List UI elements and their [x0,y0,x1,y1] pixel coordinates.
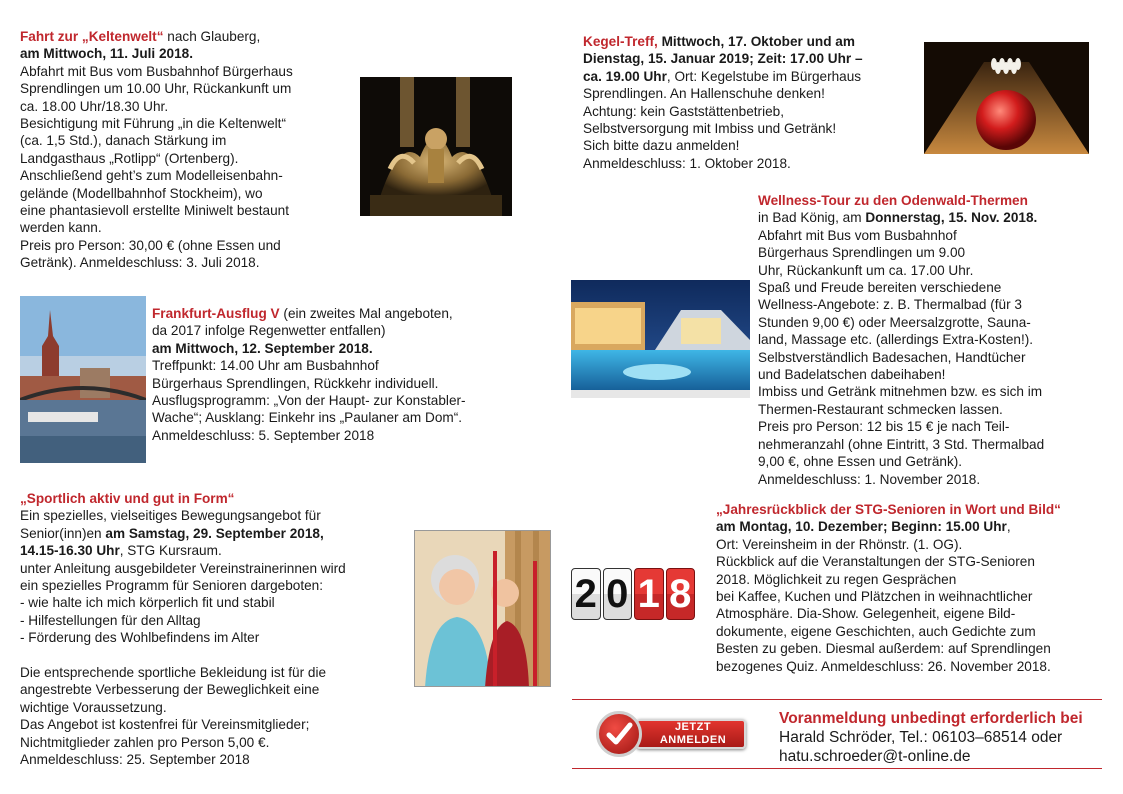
text-line: Spaß und Freude bereiten verschiedene [758,280,1002,296]
text-line: gelände (Modellbahnhof Stockheim), wo [20,185,263,201]
text-line: Atmosphäre. Dia-Show. Gelegenheit, eigene Bild- [716,606,1016,622]
text-line: angestrebte Verbesserung der Beweglichkeit eine [20,682,320,698]
text-line: Sprendlingen. An Hallenschuhe denken! [583,86,825,102]
wellness-section: Wellness-Tour zu den Odenwald-Thermen in Bad König, am Donnerstag, 15. Nov. 2018. Abfahrt mit Bus vom Busbahnhof Bürgerhaus Sprendlingen um 9.00 Uhr, Rückankunft um ca. 17.00 Uhr. Spaß und Freude bereiten verschiedene Wellness-Angebote: z. B. Thermalbad (für 3 Stunden 9,00 €) oder Meersalzgrotte, Sauna- land, Massage etc. (allerdings Extra-Kosten!). Selbstverständlich Badesachen, Handtücher und Badelatschen dabeihaben! Imbiss und Getränk mitnehmen bzw. es sich im Thermen-Restaurant schmecken lassen. Preis pro Person: 12 bis 15 € je nach Teil- nehmeranzahl (ohne Eintritt, 3 Std. Thermalbad 9,00 €, ohne Essen und Getränk). Anmeldeschluss: 1. November 2018. [758,192,1103,488]
year-2018-graphic [571,568,695,620]
jahres-body [716,536,1111,675]
wellness-body [758,227,1103,488]
celtic-figure-image [360,77,512,216]
text-line: Achtung: kein Gaststättenbetrieb, [583,103,785,119]
text-line: Ausflugsprogramm: „Von der Haupt- zur Konstabler- [152,393,466,409]
text-line: eine phantasievoll erstellte Miniwelt bestaunt [20,203,290,219]
text-line: Landgasthaus „Rotlipp“ (Ortenberg). [20,150,239,166]
frankfurt-date: am Mittwoch, 12. September 2018. [152,340,373,356]
text-line: Treffpunkt: 14.00 Uhr am Busbahnhof [152,358,379,374]
frankfurt-skyline-image [20,296,146,463]
text-line: - Hilfestellungen für den Alltag [20,612,201,628]
sport-title: „Sportlich aktiv und gut in Form“ [20,491,235,506]
text-line: nehmeranzahl (ohne Eintritt, 3 Std. Thermalbad [758,436,1045,452]
text-line: Ort: Vereinsheim in der Rhönstr. (1. OG). [716,536,963,552]
register-now-button[interactable] [596,711,748,757]
text-line: Abfahrt mit Bus vom Busbahnhof Bürgerhaus [20,63,293,79]
register-label-2: ANMELDEN [659,734,727,746]
sport-date: am Samstag, 29. September 2018, [105,525,324,541]
year-digit: 0 [603,568,633,620]
text-line: Uhr, Rückankunft um ca. 17.00 Uhr. [758,262,974,278]
text-line: Rückblick auf die Veranstaltungen der STG-Senioren [716,554,1035,570]
text-line: Besichtigung mit Führung „in die Keltenwelt“ [20,116,286,132]
contact-email-link[interactable]: hatu.schroeder@t-online.de [779,748,971,765]
divider-bottom [572,768,1102,769]
text-line: - Förderung des Wohlbefindens im Alter [20,630,260,646]
text-line: Sprendlingen um 10.00 Uhr, Rückankunft um [20,81,292,97]
text-line: Das Angebot ist kostenfrei für Vereinsmitglieder; [20,717,310,733]
contact-section [779,709,1109,766]
wellness-title: Wellness-Tour zu den Odenwald-Thermen [758,193,1028,208]
jahres-title: „Jahresrückblick der STG-Senioren in Wort und Bild“ [716,502,1061,517]
text-line: 2018. Möglichkeit zu regen Gesprächen [716,571,957,587]
text-line: Stunden 9,00 €) oder Meersalzgrotte, Sauna- [758,314,1031,330]
text-line: werden kann. [20,220,102,236]
contact-headline: Voranmeldung unbedingt erforderlich bei [779,710,1083,727]
keltenwelt-title: Fahrt zur „Keltenwelt“ [20,29,164,44]
text-line: Anmeldeschluss: 1. Oktober 2018. [583,155,791,171]
sport-section: „Sportlich aktiv und gut in Form“ Ein spezielles, vielseitiges Bewegungsangebot für Senior(inn)en am Samstag, 29. September 2018, 14.15-16.30 Uhr, STG Kursraum. unter Anleitung ausgebildeter Vereinstrainerinnen wird ein spezielles Programm für Senioren dargeboten: - wie halte ich mich körperlich fit und stabil - Hilfestellungen für den Alltag - Förderung des Wohlbefindens im Alter Die entsprechende sportliche Bekleidung ist für die angestrebte Verbesserung der Beweglichkeit eine wichtige Voraussetzung. Das Angebot ist kostenfrei für Vereinsmitglieder; Nichtmitglieder zahlen pro Person 5,00 €. Anmeldeschluss: 25. September 2018 [20,490,415,768]
text-line: (ca. 1,5 Std.), danach Stärkung im [20,133,227,149]
seniors-fitness-image [414,530,551,687]
text-line: Thermen-Restaurant schmecken lassen. [758,401,1003,417]
text-line: Preis pro Person: 12 bis 15 € je nach Teil- [758,419,1010,435]
text-line: Selbstversorgung mit Imbiss und Getränk! [583,121,837,137]
text-line: land, Massage etc. (allerdings Extra-Kosten!). [758,332,1034,348]
text-line: Wellness-Angebote: z. B. Thermalbad (für 3 [758,297,1022,313]
year-digit: 1 [634,568,664,620]
text-line: 9,00 €, ohne Essen und Getränk). [758,454,963,470]
text-line: Anmeldeschluss: 25. September 2018 [20,752,250,768]
text-line: bezogenes Quiz. Anmeldeschluss: 26. November 2018. [716,658,1051,674]
text-line: Anmeldeschluss: 1. November 2018. [758,471,981,487]
text-line: Imbiss und Getränk mitnehmen bzw. es sich im [758,384,1043,400]
jahres-date: am Montag, 10. Dezember; Beginn: 15.00 Uhr [716,519,1007,535]
checkmark-icon [596,711,642,757]
divider-top [572,699,1102,700]
keltenwelt-date: am Mittwoch, 11. Juli 2018. [20,46,194,62]
text-line: bei Kaffee, Kuchen und Plätzchen in weihnachtlicher [716,589,1033,605]
register-label-1: JETZT [674,721,712,733]
text-line: Bürgerhaus Sprendlingen, Rückkehr individuell. [152,375,439,391]
text-line: Getränk). Anmeldeschluss: 3. Juli 2018. [20,255,260,271]
text-line: Wache“; Ausklang: Einkehr ins „Paulaner am Dom“. [152,410,463,426]
keltenwelt-body [20,63,350,272]
text-line: unter Anleitung ausgebildeter Vereinstrainerinnen wird [20,560,346,576]
frankfurt-body [152,357,532,444]
thermal-bath-image [571,280,750,398]
jahres-section: „Jahresrückblick der STG-Senioren in Wort und Bild“ am Montag, 10. Dezember; Beginn: 15.00 Uhr, Ort: Vereinsheim in der Rhönstr. (1. OG). Rückblick auf die Veranstaltungen der STG-Senioren 2018. Möglichkeit zu regen Gesprächen bei Kaffee, Kuchen und Plätzchen in weihnachtlicher Atmosphäre. Dia-Show. Gelegenheit, eigene Bild- dokumente, eigene Geschichten, auch Gedichte zum Besten zu geben. Diesmal außerdem: auf Sprendlingen bezogenes Quiz. Anmeldeschluss: 26. November 2018. [716,501,1111,675]
text-line: ca. 18.00 Uhr/18.30 Uhr. [20,98,169,114]
text-line: Die entsprechende sportliche Bekleidung ist für die [20,665,327,681]
text-line: Abfahrt mit Bus vom Busbahnhof [758,227,957,243]
text-line: dokumente, eigene Geschichten, auch Gedichte zum [716,623,1036,639]
sport-body [20,560,415,647]
text-line: Nichtmitglieder zahlen pro Person 5,00 €. [20,734,270,750]
kegel-section: Kegel-Treff, Mittwoch, 17. Oktober und am Dienstag, 15. Januar 2019; Zeit: 17.00 Uhr – ca. 19.00 Uhr, Ort: Kegelstube im Bürgerhaus Sprendlingen. An Hallenschuhe denken! Achtung: kein Gaststättenbetrieb, Selbstversorgung mit Imbiss und Getränk! Sich bitte dazu anmelden! Anmeldeschluss: 1. Oktober 2018. [583,33,913,172]
text-line: und Badelatschen dabeihaben! [758,367,946,383]
text-line: Bürgerhaus Sprendlingen um 9.00 [758,245,966,261]
text-line: ein spezielles Programm für Senioren dargeboten: [20,578,324,594]
frankfurt-section: Frankfurt-Ausflug V (ein zweites Mal angeboten, da 2017 infolge Regenwetter entfallen) am Mittwoch, 12. September 2018. Treffpunkt: 14.00 Uhr am Busbahnhof Bürgerhaus Sprendlingen, Rückkehr individuell. Ausflugsprogramm: „Von der Haupt- zur Konstabler- Wache“; Ausklang: Einkehr ins „Paulaner am Dom“. Anmeldeschluss: 5. September 2018 [152,305,532,444]
text-line: - wie halte ich mich körperlich fit und stabil [20,595,275,611]
kegel-date: Dienstag, 15. Januar 2019; Zeit: 17.00 Uhr – [583,51,863,67]
text-line: Anmeldeschluss: 5. September 2018 [152,427,375,443]
text-line: Selbstverständlich Badesachen, Handtücher [758,349,1026,365]
contact-name-phone: Harald Schröder, Tel.: 06103–68514 oder [779,729,1063,746]
year-digit: 8 [666,568,696,620]
keltenwelt-section: Fahrt zur „Keltenwelt“ nach Glauberg, am Mittwoch, 11. Juli 2018. Abfahrt mit Bus vom Busbahnhof Bürgerhaus Sprendlingen um 10.00 Uhr, Rückankunft um ca. 18.00 Uhr/18.30 Uhr. Besichtigung mit Führung „in die Keltenwelt“ (ca. 1,5 Std.), danach Stärkung im Landgasthaus „Rotlipp“ (Ortenberg). Anschließend geht’s zum Modelleisenbahn- gelände (Modellbahnhof Stockheim), wo eine phantasievoll erstellte Miniwelt bestaunt werden kann. Preis pro Person: 30,00 € (ohne Essen und Getränk). Anmeldeschluss: 3. Juli 2018. [20,28,350,272]
frankfurt-title: Frankfurt-Ausflug V [152,306,280,321]
text-line: Preis pro Person: 30,00 € (ohne Essen und [20,237,281,253]
text-line: Anschließend geht’s zum Modelleisenbahn- [20,168,283,184]
kegel-body [583,85,913,172]
text-line: wichtige Voraussetzung. [20,699,167,715]
sport-body-2 [20,664,415,768]
kegel-title: Kegel-Treff [583,34,655,49]
wellness-date: Donnerstag, 15. Nov. 2018. [865,210,1038,226]
year-digit: 2 [571,568,601,620]
text-line: Besten zu geben. Diesmal außerdem: auf Sprendlingen [716,641,1051,657]
text-line: Sich bitte dazu anmelden! [583,138,740,154]
bowling-image [924,42,1089,154]
